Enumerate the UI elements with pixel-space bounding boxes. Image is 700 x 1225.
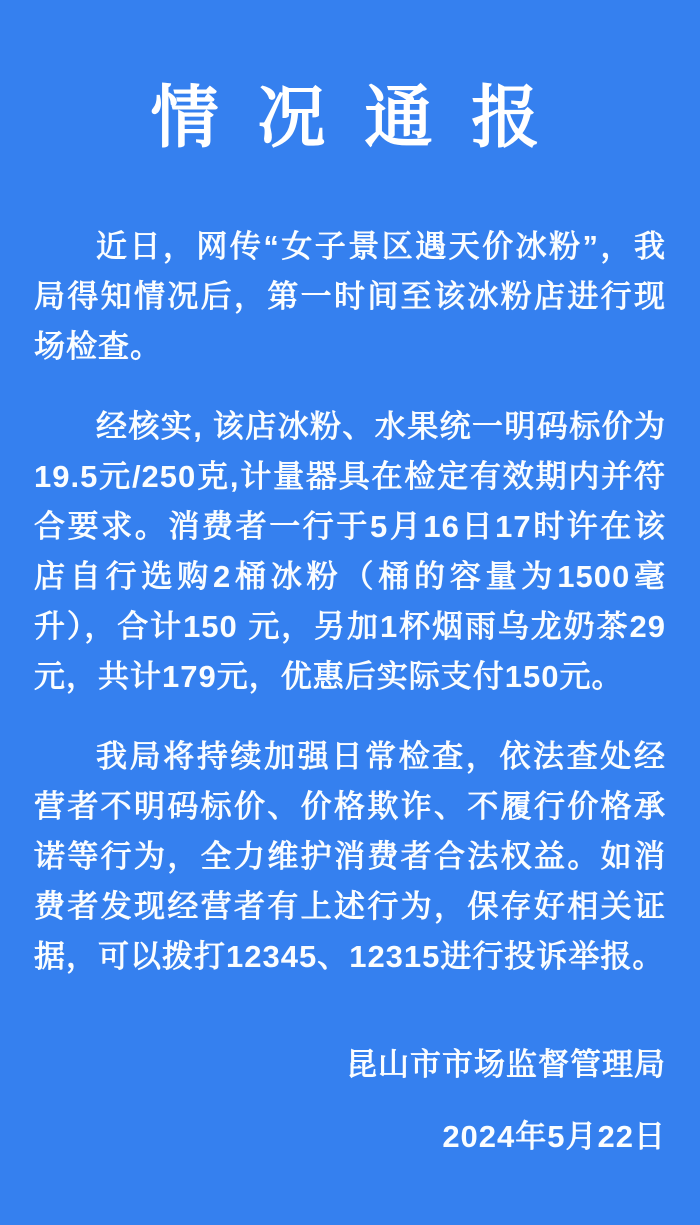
issuer-signature: 昆山市市场监督管理局 — [346, 1047, 666, 1082]
notice-paragraph-measures: 我局将持续加强日常检查，依法查处经营者不明码标价、价格欺诈、不履行价格承诺等行为，全力维护消费者合法权益。如消费者发现经营者有上述行为，保存好相关证据，可以拨打12345、12315进行投诉举报。 — [34, 739, 666, 974]
notice-paragraph-incident: 近日，网传“女子景区遇天价冰粉”，我局得知情况后，第一时间至该冰粉店进行现场检查。 — [34, 229, 666, 364]
notice-title: 情 况 通 报 — [150, 80, 550, 156]
notice-body — [34, 222, 666, 982]
notice-paragraph-findings: 经核实, 该店冰粉、水果统一明码标价为19.5元/250克,计量器具在检定有效期内并符合要求。消费者一行于5月16日17时许在该店自行选购2桶冰粉（桶的容量为1500毫升），合计150 元，另加1杯烟雨乌龙奶茶29元，共计179元，优惠后实际支付150元。 — [34, 409, 666, 694]
signature-block — [34, 1040, 666, 1162]
issue-date: 2024年5月22日 — [442, 1119, 666, 1154]
